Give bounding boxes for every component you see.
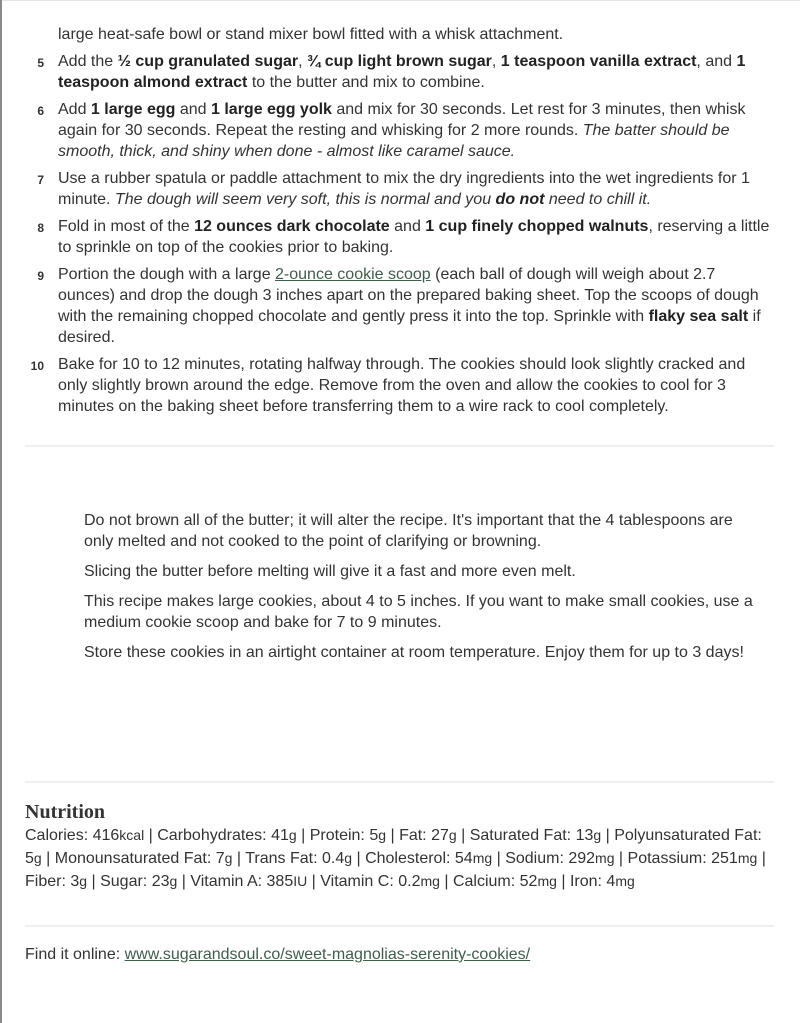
- nutrition-label: Sugar:: [100, 873, 152, 890]
- step-text: Fold in most of the: [58, 218, 195, 235]
- note-paragraph: Do not brown all of the butter; it will alter the recipe. It's important that the 4 tablespoons are only melted and not cooked to the point of clarifying or browning.: [84, 512, 733, 550]
- nutrition-value: 13: [575, 827, 594, 844]
- step-text: to the butter and mix to combine.: [247, 74, 485, 91]
- nutrition-label: Potassium:: [627, 850, 712, 867]
- step-text: (each ball of dough will weigh about 2.7 ounces) and drop the dough 3 inches apart on the prepared baking sheet. Top the scoops of dough with the remaining chopped chocolate and gently press it into the top. Sprinkle with: [58, 266, 759, 325]
- ingredient-bold: 1 cup finely chopped walnuts: [425, 218, 649, 235]
- nutrition-label: Protein:: [309, 827, 370, 844]
- nutrition-label: Vitamin C:: [320, 873, 399, 890]
- nutrition-item: [320, 873, 440, 890]
- step-text: Bake for 10 to 12 minutes, rotating halfway through. The cookies should look slightly cracked and only slightly brown around the edge. Remove from the oven and allow the cookies to cool for 3 minutes on the baking sheet before transferring them to a wire rack to cool completely.: [58, 356, 746, 415]
- step-text: and: [389, 218, 426, 235]
- instruction-continuation: large heat-safe bowl or stand mixer bowl fitted with a whisk attachment.: [58, 26, 564, 43]
- divider: [25, 445, 774, 447]
- nutrition-unit: g: [344, 850, 353, 866]
- step-number: 6: [37, 104, 44, 118]
- nutrition-unit: mg: [420, 873, 440, 889]
- nutrition-label: Iron:: [569, 873, 607, 890]
- step-number: 5: [37, 56, 44, 70]
- step-text: , and: [696, 53, 737, 70]
- step-text: Use a rubber spatula or paddle attachment to mix the dry ingredients into the wet ingredients for 1 minute.: [58, 170, 750, 208]
- instruction-step: [0, 168, 800, 210]
- nutrition-item: [157, 827, 296, 844]
- nutrition-label: Fat:: [399, 827, 432, 844]
- step-number: 7: [37, 173, 44, 187]
- divider: [25, 925, 774, 927]
- note-paragraph: This recipe makes large cookies, about 4 to 5 inches. If you want to make small cookies, use a medium cookie scoop and bake for 7 to 9 minutes.: [84, 593, 753, 631]
- nutrition-item: [570, 873, 635, 890]
- nutrition-item: [470, 827, 601, 844]
- nutrition-value: 7: [215, 850, 225, 867]
- nutrition-unit: g: [448, 827, 457, 843]
- ingredient-bold: 1 large egg yolk: [211, 101, 332, 118]
- nutrition-unit: mg: [737, 850, 758, 866]
- nutrition-unit: IU: [293, 873, 308, 889]
- nutrition-item: [505, 850, 614, 867]
- recipe-notes: [84, 510, 764, 672]
- nutrition-label: Monounsaturated Fat:: [54, 850, 216, 867]
- nutrition-heading: Nutrition: [25, 801, 105, 823]
- nutrition-unit: g: [33, 850, 42, 866]
- nutrition-value: 292: [568, 850, 596, 867]
- nutrition-label: Polyunsaturated Fat:: [614, 827, 762, 844]
- nutrition-item: [365, 850, 492, 867]
- nutrition-unit: mg: [472, 850, 493, 866]
- nutrition-value: 385: [266, 873, 294, 890]
- nutrition-item: [628, 850, 758, 867]
- italic-bold-text: [496, 191, 545, 208]
- step-text: Portion the dough with a large: [58, 266, 276, 283]
- nutrition-unit: g: [288, 827, 297, 843]
- note-paragraph: Store these cookies in an airtight container at room temperature. Enjoy them for up to 3 days!: [84, 644, 744, 661]
- nutrition-item: [245, 850, 352, 867]
- step-number: 8: [37, 221, 44, 235]
- nutrition-value: 416: [92, 827, 120, 844]
- nutrition-value: 23: [151, 873, 170, 890]
- step-text: Add: [58, 101, 91, 118]
- nutrition-value: 251: [711, 850, 738, 867]
- note-paragraph: Slicing the butter before melting will give it a fast and more even melt.: [84, 563, 576, 580]
- nutrition-value: 54: [454, 850, 473, 867]
- nutrition-value: 4: [606, 873, 616, 890]
- instruction-step: [0, 216, 800, 258]
- nutrition-unit: mg: [537, 873, 557, 889]
- nutrition-unit: g: [378, 827, 387, 843]
- nutrition-label: Fiber:: [25, 873, 71, 890]
- step-text: Add the: [58, 53, 118, 70]
- nutrition-label: Saturated Fat:: [469, 827, 576, 844]
- nutrition-label: Calcium:: [452, 873, 520, 890]
- step-number: 9: [37, 269, 44, 283]
- window-top-border: [0, 0, 800, 1]
- nutrition-item: [453, 873, 557, 890]
- nutrition-unit: kcal: [119, 827, 145, 843]
- ingredient-bold: flaky sea salt: [648, 308, 749, 325]
- nutrition-label: Carbohydrates:: [157, 827, 272, 844]
- nutrition-unit: g: [224, 850, 233, 866]
- step-text: and: [175, 101, 211, 118]
- nutrition-section: [25, 800, 775, 893]
- nutrition-label: Trans Fat:: [245, 850, 322, 867]
- tip-italic: The dough will seem very soft, this is normal and you: [114, 191, 496, 208]
- nutrition-value: 41: [271, 827, 289, 844]
- nutrition-value: 5: [369, 827, 379, 844]
- nutrition-label: Sodium:: [505, 850, 569, 867]
- nutrition-unit: g: [79, 873, 88, 889]
- nutrition-label: Vitamin A:: [190, 873, 267, 890]
- step-text: , reserving a little to sprinkle on top of the cookies prior to baking.: [58, 218, 770, 256]
- find-online-label: Find it online:: [25, 946, 125, 963]
- ingredient-bold: 1 teaspoon almond extract: [58, 53, 746, 91]
- cookie-scoop-link[interactable]: 2-ounce cookie scoop: [275, 266, 431, 283]
- nutrition-item: [25, 827, 144, 844]
- ingredient-bold: ½ cup granulated sugar: [117, 53, 299, 70]
- ingredient-bold: 1 teaspoon vanilla extract: [500, 53, 697, 70]
- nutrition-value: 0.4: [321, 850, 345, 867]
- step-text: ,: [298, 53, 307, 70]
- nutrition-unit: g: [169, 873, 178, 889]
- emphasis-text: do not: [495, 191, 545, 208]
- nutrition-label: Cholesterol:: [365, 850, 455, 867]
- nutrition-label: Calories:: [25, 827, 93, 844]
- nutrition-item: [190, 873, 307, 890]
- ingredient-bold: ¾ cup light brown sugar: [306, 53, 492, 70]
- nutrition-item: [310, 827, 386, 844]
- ingredient-bold: 12 ounces dark chocolate: [194, 218, 390, 235]
- ingredient-bold: 1 large egg: [90, 101, 176, 118]
- nutrition-value: 3: [70, 873, 80, 890]
- nutrition-facts: Calories: 416kcal | Carbohydrates: 41g | Protein: 5g | Fat: 27g | Saturated Fat: 13g | Polyunsaturated Fat: 5g | Monounsaturated Fat: 7g | Trans Fat: 0.4g | Cholesterol: 54mg | Sodium: 292mg | Potassium: 251mg | Fiber: 3g | Sugar: 23g | Vitamin A: 385IU | Vitamin C: 0.2mg | Calcium: 52mg | Iron: 4mg: [25, 827, 766, 890]
- step-text: if desired.: [58, 308, 761, 346]
- nutrition-item: [55, 850, 233, 867]
- find-online: [25, 944, 530, 965]
- instruction-step: [0, 354, 800, 417]
- nutrition-value: 27: [431, 827, 449, 844]
- recipe-url-link[interactable]: www.sugarandsoul.co/sweet-magnolias-serenity-cookies/: [124, 946, 531, 963]
- step-text: ,: [491, 53, 501, 70]
- tip-italic: need to chill it.: [544, 191, 652, 208]
- nutrition-value: 0.2: [398, 873, 421, 890]
- nutrition-unit: mg: [595, 850, 615, 866]
- instruction-step: [0, 99, 800, 162]
- nutrition-unit: g: [593, 827, 602, 843]
- instruction-step: [0, 51, 800, 93]
- nutrition-value: 52: [519, 873, 538, 890]
- step-number: 10: [30, 359, 44, 373]
- step-text: and mix for 30 seconds. Let rest for 3 minutes, then whisk again for 30 seconds. Repeat the resting and whisking for 2 more rounds.: [58, 101, 746, 139]
- divider: [25, 781, 774, 783]
- instruction-step: [0, 264, 800, 348]
- nutrition-item: [399, 827, 457, 844]
- tip-italic: The batter should be smooth, thick, and shiny when done - almost like caramel sauce.: [58, 122, 730, 160]
- nutrition-item: [100, 873, 177, 890]
- nutrition-unit: mg: [615, 873, 635, 889]
- nutrition-value: 5: [25, 850, 34, 867]
- instructions-list: [0, 24, 800, 423]
- nutrition-item: [25, 873, 87, 890]
